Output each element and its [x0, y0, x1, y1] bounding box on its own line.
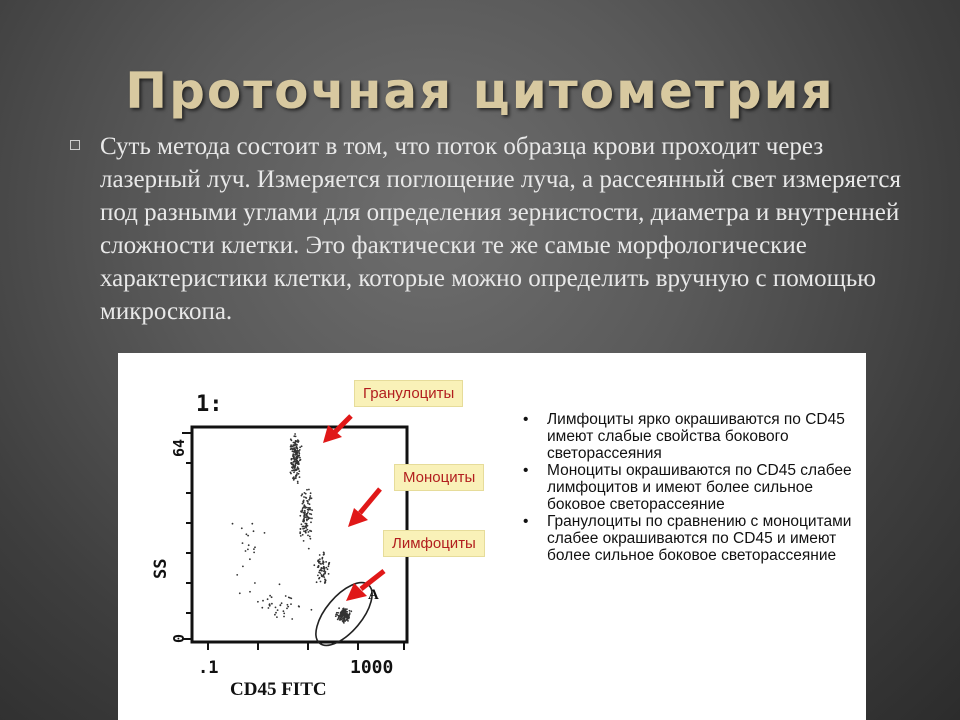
- scatter-dot: [301, 511, 303, 513]
- scatter-dot: [293, 461, 295, 463]
- scatter-dot: [299, 476, 301, 478]
- scatter-dot: [309, 517, 311, 519]
- scatter-dot: [299, 515, 301, 517]
- scatter-dot: [271, 596, 273, 598]
- scatter-dot: [296, 452, 298, 454]
- scatter-dot: [242, 566, 244, 568]
- scatter-dot: [297, 481, 299, 483]
- scatter-dot: [344, 619, 346, 621]
- note-bullet-icon: •: [523, 462, 529, 479]
- scatter-dot: [295, 460, 297, 462]
- scatter-dot: [345, 610, 347, 612]
- scatter-dot: [310, 538, 312, 540]
- scatter-dot: [269, 595, 271, 597]
- scatter-dot: [343, 608, 345, 610]
- cytometry-figure: [118, 353, 866, 720]
- scatter-dot: [287, 606, 289, 608]
- scatter-dot: [311, 497, 313, 499]
- scatter-dot: [303, 496, 305, 498]
- scatter-dot: [350, 610, 352, 612]
- scatter-dot: [301, 509, 303, 511]
- scatter-dot: [295, 477, 297, 479]
- scatter-dot: [313, 564, 315, 566]
- scatter-dot: [325, 561, 327, 563]
- scatter-dot: [305, 525, 307, 527]
- scatter-dot: [297, 482, 299, 484]
- scatter-dot: [316, 581, 318, 583]
- scatter-dot: [254, 582, 256, 584]
- scatter-dot: [310, 513, 312, 515]
- scatter-dot: [325, 571, 327, 573]
- scatter-dot: [321, 558, 323, 560]
- scatter-dot: [303, 527, 305, 529]
- callout-arrows: [323, 416, 384, 601]
- note-bullet-icon: •: [523, 513, 529, 530]
- callout-granulocytes: Гранулоциты: [354, 380, 463, 407]
- scatter-dot: [296, 446, 298, 448]
- scatter-dot: [311, 609, 313, 611]
- scatter-dot: [236, 574, 238, 576]
- scatter-dot: [307, 509, 309, 511]
- scatter-dot: [345, 612, 347, 614]
- scatter-dot: [285, 595, 287, 597]
- scatter-dot: [335, 615, 337, 617]
- scatter-dot: [304, 512, 306, 514]
- scatter-dot: [300, 535, 302, 537]
- scatter-dot: [257, 601, 259, 603]
- scatter-dot: [247, 549, 249, 551]
- scatter-dot: [283, 613, 285, 615]
- scatter-dot: [309, 536, 311, 538]
- scatter-dot: [317, 575, 319, 577]
- scatter-dot: [319, 554, 321, 556]
- scatter-dot: [328, 565, 330, 567]
- scatter-dot: [296, 456, 298, 458]
- scatter-dot: [300, 528, 302, 530]
- scatter-dot: [318, 565, 320, 567]
- notes-list: [513, 411, 853, 564]
- scatter-dot: [298, 468, 300, 470]
- scatter-dot: [305, 516, 307, 518]
- scatter-dot: [302, 534, 304, 536]
- scatter-dot: [293, 476, 295, 478]
- x-axis-label: CD45 FITC: [230, 679, 327, 700]
- scatter-dot: [290, 603, 292, 605]
- scatter-dot: [297, 462, 299, 464]
- scatter-dot: [304, 510, 306, 512]
- scatter-dot: [251, 523, 253, 525]
- scatter-dot: [248, 544, 250, 546]
- scatter-dot: [249, 558, 251, 560]
- scatter-dot: [349, 610, 351, 612]
- scatter-dot: [327, 568, 329, 570]
- scatter-dot: [245, 550, 247, 552]
- scatter-dot: [291, 618, 293, 620]
- scatter-dot: [298, 473, 300, 475]
- scatter-dot: [290, 438, 292, 440]
- scatter-dot: [300, 459, 302, 461]
- scatter-dot: [308, 531, 310, 533]
- scatter-dot: [328, 562, 330, 564]
- scatter-dot: [293, 471, 295, 473]
- scatter-dot: [311, 518, 313, 520]
- scatter-dot: [320, 570, 322, 572]
- y-tick-bottom: 0: [170, 633, 188, 643]
- scatter-dot: [322, 560, 324, 562]
- scatter-dot: [325, 567, 327, 569]
- scatter-dot: [342, 613, 344, 615]
- scatter-dot: [320, 563, 322, 565]
- scatter-dot: [323, 573, 325, 575]
- slide-title: Проточная цитометрия: [125, 62, 835, 120]
- scatter-dot: [310, 492, 312, 494]
- scatter-dot: [290, 448, 292, 450]
- scatter-dot: [321, 567, 323, 569]
- scatter-dot: [323, 552, 325, 554]
- scatter-dot: [287, 604, 289, 606]
- scatter-dot: [323, 576, 325, 578]
- scatter-dot: [306, 507, 308, 509]
- scatter-dot: [302, 520, 304, 522]
- scatter-dot: [279, 605, 281, 607]
- plot-frame: [192, 427, 407, 642]
- scatter-dot: [310, 530, 312, 532]
- scatter-dot: [307, 529, 309, 531]
- scatter-dots: [232, 433, 353, 624]
- y-axis-label: SS: [151, 558, 171, 579]
- scatter-dot: [296, 469, 298, 471]
- scatter-dot: [288, 597, 290, 599]
- scatter-dot: [249, 591, 251, 593]
- scatter-dot: [291, 470, 293, 472]
- scatter-dot: [346, 619, 348, 621]
- scatter-dot: [307, 501, 309, 503]
- scatter-dot: [347, 617, 349, 619]
- scatter-dot: [294, 450, 296, 452]
- arrow-monocytes: [360, 489, 380, 513]
- plot-id: 1:: [196, 392, 223, 417]
- bullet-icon: [70, 140, 80, 150]
- scatter-dot: [254, 546, 256, 548]
- x-tick-right: 1000: [350, 657, 394, 678]
- scatter-dot: [305, 514, 307, 516]
- scatter-dot: [290, 444, 292, 446]
- scatter-dot: [298, 470, 300, 472]
- scatter-dot: [304, 492, 306, 494]
- scatter-dot: [253, 548, 255, 550]
- scatter-dot: [346, 614, 348, 616]
- scatter-dot: [296, 447, 298, 449]
- scatter-dot: [301, 495, 303, 497]
- scatter-dot: [344, 617, 346, 619]
- scatter-dot: [309, 495, 311, 497]
- scatter-dot: [328, 573, 330, 575]
- scatter-dot: [268, 607, 270, 609]
- note-bullet-icon: •: [523, 411, 529, 428]
- scatter-dot: [294, 433, 296, 435]
- scatter-dot: [286, 608, 288, 610]
- scatter-dot: [345, 608, 347, 610]
- scatter-dot: [305, 497, 307, 499]
- scatter-dot: [328, 564, 330, 566]
- note-text: Гранулоциты по сравнению с моноцитами слабее окрашиваются по CD45 и имеют более сильное боковое светорассеяние: [547, 513, 852, 564]
- scatter-dot: [292, 453, 294, 455]
- scatter-dot: [294, 465, 296, 467]
- scatter-dot: [307, 535, 309, 537]
- callout-monocytes: Моноциты: [394, 464, 484, 491]
- scatter-dot: [292, 458, 294, 460]
- scatter-dot: [337, 619, 339, 621]
- scatter-dot: [345, 616, 347, 618]
- scatter-dot: [292, 448, 294, 450]
- scatter-dot: [269, 604, 271, 606]
- scatter-dot: [295, 462, 297, 464]
- scatter-dot: [301, 445, 303, 447]
- scatter-dot: [318, 578, 320, 580]
- scatter-dot: [283, 616, 285, 618]
- scatter-dot: [324, 582, 326, 584]
- scatter-dot: [293, 478, 295, 480]
- scatter-dot: [295, 436, 297, 438]
- scatter-dot: [276, 616, 278, 618]
- scatter-dot: [318, 572, 320, 574]
- scatter-dot: [299, 457, 301, 459]
- scatter-dot: [307, 511, 309, 513]
- scatter-dot: [299, 449, 301, 451]
- scatter-dot: [291, 459, 293, 461]
- y-tick-top: 64: [170, 438, 188, 457]
- scatter-dot: [242, 542, 244, 544]
- scatter-dot: [292, 466, 294, 468]
- scatter-dot: [311, 509, 313, 511]
- scatter-dot: [343, 615, 345, 617]
- scatter-dot: [271, 603, 273, 605]
- scatter-dot: [349, 612, 351, 614]
- gate-label: A: [368, 587, 379, 603]
- scatter-dot: [322, 562, 324, 564]
- scatter-dot: [348, 615, 350, 617]
- scatter-dot: [291, 463, 293, 465]
- scatter-dot: [275, 607, 277, 609]
- scatter-dot: [294, 445, 296, 447]
- scatter-dot: [298, 440, 300, 442]
- scatter-dot: [239, 592, 241, 594]
- scatter-dot: [308, 489, 310, 491]
- scatter-dot: [309, 503, 311, 505]
- scatter-dot: [281, 602, 283, 604]
- scatter-dot: [262, 600, 264, 602]
- scatter-dot: [274, 614, 276, 616]
- note-item: [513, 513, 853, 564]
- scatter-dot: [253, 530, 255, 532]
- scatter-dot: [340, 619, 342, 621]
- scatter-dot: [297, 466, 299, 468]
- scatter-dot: [277, 609, 279, 611]
- scatter-dot: [264, 532, 266, 534]
- scatter-dot: [298, 455, 300, 457]
- scatter-dot: [338, 607, 340, 609]
- scatter-dot: [302, 501, 304, 503]
- scatter-dot: [310, 521, 312, 523]
- slide-bullet-text: Суть метода состоит в том, что поток образца крови проходит через лазерный луч. Измеряется поглощение луча, а рассеянный свет измеряется под разными углами для определения зернистости, диаметра и внутренней сложности клетки. Это фактически те же самые морфологические характеристики клетки, которые можно определить вручную с помощью микроскопа.: [100, 133, 901, 325]
- scatter-dot: [340, 614, 342, 616]
- scatter-dot: [298, 605, 300, 607]
- scatter-dot: [303, 540, 305, 542]
- scatter-dot: [306, 489, 308, 491]
- scatter-dot: [307, 507, 309, 509]
- scatter-dot: [319, 558, 321, 560]
- note-item: [513, 462, 853, 513]
- scatter-dot: [305, 531, 307, 533]
- scatter-dot: [324, 578, 326, 580]
- scatter-dot: [341, 616, 343, 618]
- scatter-dot: [279, 583, 281, 585]
- scatter-dot: [298, 453, 300, 455]
- scatter-dot: [247, 535, 249, 537]
- scatter-dot: [267, 598, 269, 600]
- note-item: [513, 411, 853, 462]
- scatter-dot: [324, 580, 326, 582]
- scatter-dot: [299, 446, 301, 448]
- scatter-dot: [307, 518, 309, 520]
- scatter-dot: [275, 612, 277, 614]
- scatter-dot: [301, 523, 303, 525]
- scatter-dot: [261, 607, 263, 609]
- note-text: Моноциты окрашиваются по CD45 слабее лимфоцитов и имеют более сильное боковое светорассеяние: [547, 462, 852, 513]
- scatter-dot: [302, 503, 304, 505]
- x-tick-left: .1: [198, 658, 219, 678]
- callout-lymphocytes: Лимфоциты: [383, 530, 485, 557]
- scatter-dot: [306, 520, 308, 522]
- scatter-dot: [290, 598, 292, 600]
- scatter-dot: [319, 561, 321, 563]
- scatter-dot: [232, 523, 234, 525]
- scatter-dot: [246, 533, 248, 535]
- scatter-dot: [241, 527, 243, 529]
- scatter-dot: [321, 575, 323, 577]
- scatter-dot: [308, 499, 310, 501]
- scatter-dot: [299, 533, 301, 535]
- scatter-dot: [302, 507, 304, 509]
- scatter-dot: [303, 526, 305, 528]
- scatter-dot: [336, 614, 338, 616]
- scatter-dot: [253, 552, 255, 554]
- scatter-dot: [320, 581, 322, 583]
- arrow-granulocytes: [334, 416, 351, 433]
- scatter-dot: [292, 464, 294, 466]
- note-text: Лимфоциты ярко окрашиваются по CD45 имеют слабые свойства бокового светорассеяния: [547, 411, 845, 462]
- scatter-dot: [308, 548, 310, 550]
- scatter-dot: [290, 472, 292, 474]
- scatter-dot: [343, 611, 345, 613]
- scatter-dot: [283, 610, 285, 612]
- scatter-dot: [337, 612, 339, 614]
